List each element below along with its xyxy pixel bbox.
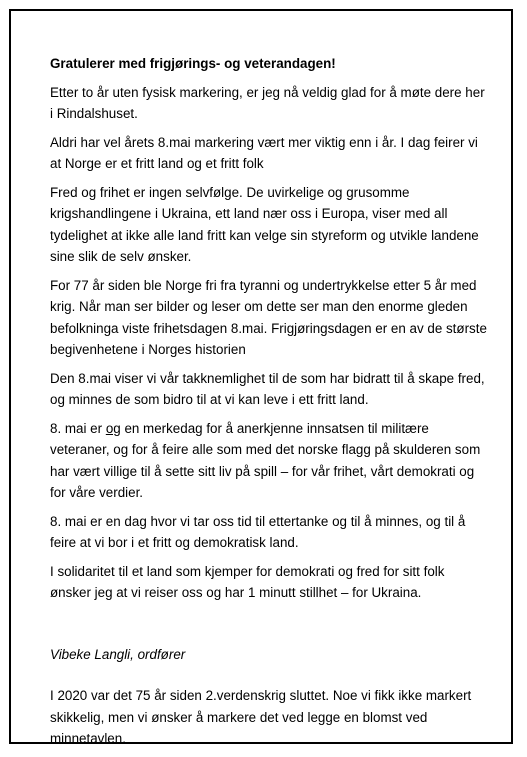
paragraph-history: For 77 år siden ble Norge fri fra tyranni og undertrykkelse etter 5 år med krig. Når man ser bilder og leser om dette ser man den enorme gleden befolkninga viste frihetsdagen 8.mai. Frigjøringsdagen er en av de største begivenhetene i Norges historien	[50, 277, 487, 357]
veterans-text-before: 8. mai er	[50, 420, 106, 436]
spacer	[50, 611, 488, 622]
veterans-underlined-word: og	[105, 420, 121, 436]
paragraph-veterans	[50, 418, 488, 504]
footnote: I 2020 var det 75 år siden 2.verdenskrig sluttet. Noe vi fikk ikke markert skikkelig, men vi ønsker å markere det ved legge en blomst ved minnetavlen.	[50, 688, 472, 746]
paragraph-greeting: Etter to år uten fysisk markering, er jeg nå veldig glad for å møte dere her i Rindalshuset.	[50, 84, 485, 121]
veterans-text-after: en merkedag for å anerkjenne innsatsen til militære veteraner, og for å feire alle som med det norske flagg på skulderen som har vært villige til å sette sitt liv på spill – for vår frihet, vårt demokrati og for våre verdier.	[50, 420, 481, 500]
paragraph-reflection: 8. mai er en dag hvor vi tar oss tid til ettertanke og til å minnes, og til å feire at vi bor i et fritt og demokratisk land.	[50, 513, 466, 550]
paragraph-peace-freedom: Fred og frihet er ingen selvfølge. De uvirkelige og grusomme krigshandlingene i Ukraina, ett land nær oss i Europa, viser med all tydelighet at ikke alle land fritt kan velge sin styreform og utvikle landene sine slik de selv ønsker.	[50, 184, 479, 264]
paragraph-importance: Aldri har vel årets 8.mai markering vært mer viktig enn i år. I dag feirer vi at Norge er et fritt land og et fritt folk	[50, 134, 478, 171]
paragraph-gratitude: Den 8.mai viser vi vår takknemlighet til de som har bidratt til å skape fred, og minnes de som bidro til at vi kan leve i ett fritt land.	[50, 370, 485, 407]
signature: Vibeke Langli, ordfører	[50, 646, 186, 662]
paragraph-solidarity: I solidaritet til et land som kjemper for demokrati og fred for sitt folk ønsker jeg at vi reiser oss og har 1 minutt stillhet – for Ukraina.	[50, 563, 445, 600]
document-title: Gratulerer med frigjørings- og veterandagen!	[50, 56, 336, 71]
document-body	[50, 53, 488, 757]
